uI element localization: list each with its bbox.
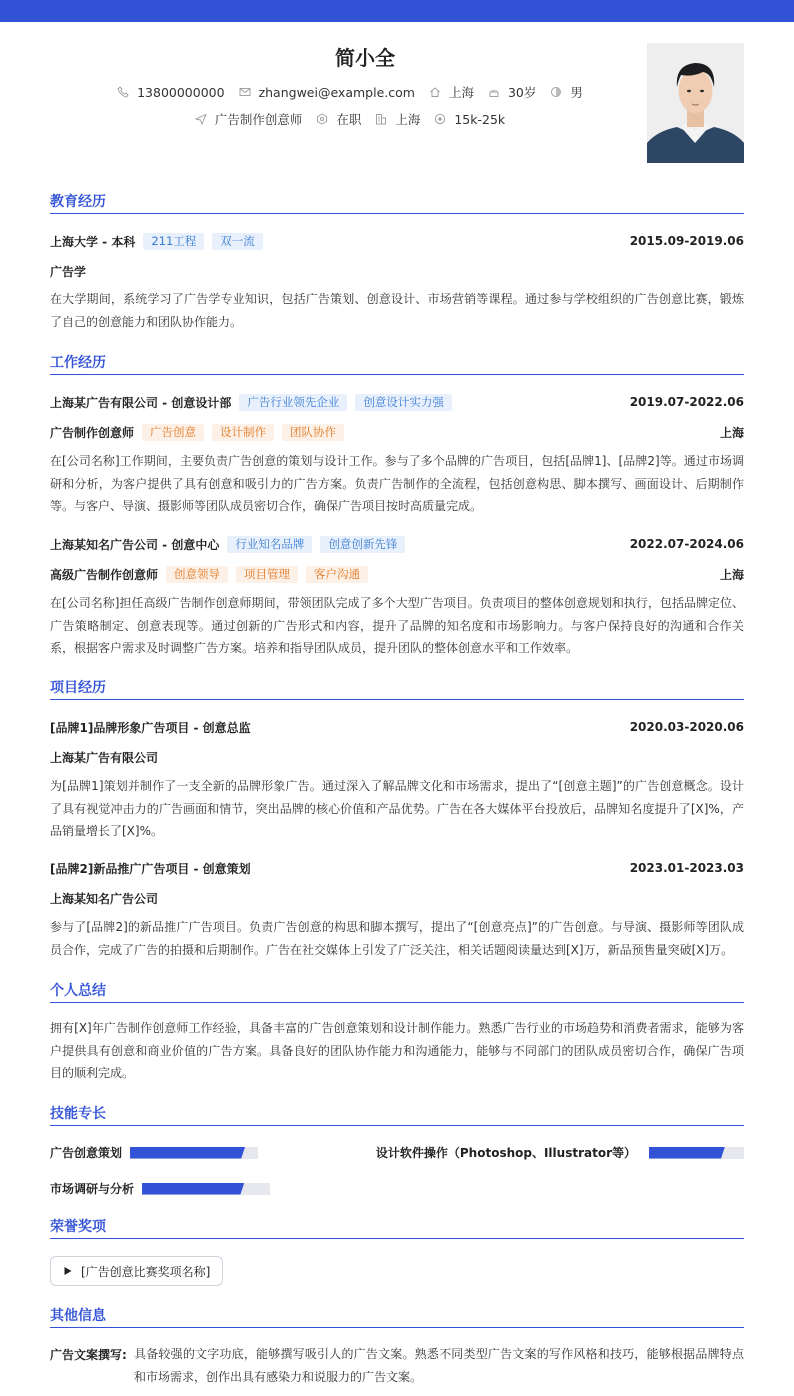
education-header-row [50, 232, 744, 250]
skill-bar-fill [130, 1147, 245, 1159]
work-title: 工作经历 [50, 353, 744, 375]
project-name: [品牌1]品牌形象广告项目 - 创意总监 [50, 720, 251, 735]
skills-section [50, 1104, 744, 1204]
play-icon [63, 1266, 73, 1276]
summary-title: 个人总结 [50, 981, 744, 1003]
work-description: 在[公司名称]担任高级广告制作创意师期间，带领团队完成了多个大型广告项目。负责项目的整体创意规划和执行，包括品牌定位、广告策略制定、创意表现等。通过创新的广告形式和内容，提升了品牌的知名度和市场影响力。与客户保持良好的沟通和合作关系，根据客户需求及时调整广告方案。培养和指导团队成员，提升团队的整体创意水平和工作效率。 [50, 596, 744, 655]
education-title: 教育经历 [50, 192, 744, 214]
project-header-row [50, 718, 744, 736]
school-tag: 211工程 [143, 233, 204, 250]
building-icon [375, 113, 387, 125]
role-tag: 团队协作 [282, 424, 344, 441]
company-tag: 行业知名品牌 [227, 536, 312, 553]
target-position-text: 广告制作创意师 [214, 112, 303, 127]
skill-bar-fill [142, 1183, 244, 1195]
status-icon [316, 113, 328, 125]
project-company: 上海某知名广告公司 [50, 891, 159, 906]
work-location: 上海 [719, 567, 744, 582]
project-header-row [50, 859, 744, 877]
status-text: 在职 [336, 112, 362, 127]
projects-section [50, 678, 744, 968]
target-position-info [195, 110, 303, 128]
salary-icon [434, 113, 446, 125]
skill-name: 市场调研与分析 [50, 1182, 135, 1196]
target-city-text: 上海 [395, 112, 421, 127]
work-period: 2022.07-2024.06 [629, 537, 744, 551]
other-title: 其他信息 [50, 1306, 744, 1328]
contact-row [50, 83, 650, 101]
summary-section [50, 981, 744, 1091]
age-info [488, 83, 536, 101]
project-company: 上海某广告有限公司 [50, 750, 159, 765]
project-description: 为[品牌1]策划并制作了一支全新的品牌形象广告。通过深入了解品牌文化和市场需求，提出了“[创意主题]”的广告创意概念。设计了具有视觉冲击力的广告画面和情节，突出品牌的核心价值和产品优势。广告在各大媒体平台投放后，品牌知名度提升了[X]%，产品销量增长了[X]%。 [50, 779, 744, 838]
profile-photo [647, 43, 744, 163]
other-text: 具备较强的文字功底，能够撰写吸引人的广告文案。熟悉不同类型广告文案的写作风格和技巧，能够根据品牌特点和市场需求，创作出具有感染力和说服力的广告文案。 [134, 1347, 744, 1384]
company-name: 上海某广告有限公司 - 创意设计部 [50, 395, 232, 410]
other-label: 广告文案撰写: [50, 1348, 127, 1362]
awards-title: 荣誉奖项 [50, 1217, 744, 1239]
job-intent-row [50, 110, 650, 128]
phone-icon [117, 86, 129, 98]
status-info [316, 110, 361, 128]
education-description: 在大学期间，系统学习了广告学专业知识，包括广告策划、创意设计、市场营销等课程。通过参与学校组织的广告创意比赛，锻炼了自己的创意能力和团队协作能力。 [50, 292, 744, 329]
company-name: 上海某知名广告公司 - 创意中心 [50, 537, 220, 552]
skills-title: 技能专长 [50, 1104, 744, 1126]
school-name: 上海大学 - 本科 [50, 234, 136, 249]
phone-text: 13800000000 [137, 84, 225, 100]
school-tag: 双一流 [212, 233, 263, 250]
role-tag: 客户沟通 [306, 566, 368, 583]
work-description: 在[公司名称]工作期间，主要负责广告创意的策划与设计工作。参与了多个品牌的广告项目，包括[品牌1]、[品牌2]等。通过市场调研和分析，为客户提供了具有创意和吸引力的广告方案。负责广告制作的全流程，包括创意构思、脚本撰写、画面设计、后期制作等。与客户、导演、摄影师等团队成员密切合作，确保广告项目按时高质量完成。 [50, 454, 744, 513]
project-period: 2023.01-2023.03 [629, 861, 744, 875]
company-tag: 创意创新先锋 [320, 536, 405, 553]
work-section [50, 353, 744, 663]
resume-header [50, 40, 744, 165]
phone-info [117, 85, 224, 100]
age-icon [488, 86, 500, 98]
salary-text: 15k-25k [454, 111, 506, 127]
project-description: 参与了[品牌2]的新品推广广告项目。负责广告创意的构思和脚本撰写，提出了“[创意亮点]”的广告创意。与导演、摄影师等团队成员合作，完成了广告的拍摄和后期制作。广告在社交媒体上引发了广泛关注，相关话题阅读量达到[X]万，新品预售量突破[X]万。 [50, 920, 744, 957]
role-name: 广告制作创意师 [50, 425, 135, 440]
work-period: 2019.07-2022.06 [629, 395, 744, 409]
other-section [50, 1306, 744, 1391]
skill-item [50, 1144, 258, 1161]
education-major: 广告学 [50, 264, 87, 279]
skill-name: 广告创意策划 [50, 1146, 123, 1160]
education-section [50, 192, 744, 342]
email-info [239, 85, 415, 100]
role-tag: 创意领导 [166, 566, 228, 583]
avatar [647, 43, 744, 163]
role-name: 高级广告制作创意师 [50, 567, 159, 582]
top-accent-bar [0, 0, 794, 22]
work-company-row [50, 535, 744, 553]
project-name: [品牌2]新品推广广告项目 - 创意策划 [50, 861, 251, 876]
role-tag: 设计制作 [212, 424, 274, 441]
work-role-row [50, 423, 744, 441]
skill-bar [649, 1147, 744, 1159]
gender-icon [550, 86, 562, 98]
summary-text: 拥有[X]年广告制作创意师工作经验，具备丰富的广告创意策划和设计制作能力。熟悉广告行业的市场趋势和消费者需求，能够为客户提供具有创意和商业价值的广告方案。具备良好的团队协作能力和沟通能力，能够与不同部门的团队成员密切合作，确保广告项目的顺利完成。 [50, 1021, 744, 1080]
skill-name: 设计软件操作（Photoshop、Illustrator等） [375, 1146, 636, 1160]
email-text: zhangwei@example.com [258, 84, 415, 100]
gender-text: 男 [570, 85, 583, 100]
gender-info [550, 83, 583, 101]
age-text: 30岁 [507, 85, 537, 100]
home-icon [429, 86, 441, 98]
skill-bar [130, 1147, 258, 1159]
education-period: 2015.09-2019.06 [629, 234, 744, 248]
company-tag: 广告行业领先企业 [239, 394, 347, 411]
company-tag: 创意设计实力强 [355, 394, 452, 411]
skill-bar-fill [649, 1147, 725, 1159]
role-tag: 项目管理 [236, 566, 298, 583]
work-location: 上海 [719, 425, 744, 440]
project-period: 2020.03-2020.06 [629, 720, 744, 734]
award-item[interactable] [50, 1256, 223, 1286]
salary-info [434, 112, 505, 127]
role-tag: 广告创意 [142, 424, 204, 441]
send-icon [195, 113, 207, 125]
target-city-info [375, 110, 420, 128]
candidate-name: 简小全 [335, 46, 395, 70]
projects-title: 项目经历 [50, 678, 744, 700]
skill-item [50, 1180, 270, 1197]
award-name: [广告创意比赛奖项名称] [81, 1264, 211, 1279]
work-company-row [50, 393, 744, 411]
city-info [429, 83, 474, 101]
work-role-row [50, 565, 744, 583]
mail-icon [239, 86, 251, 98]
skill-item [376, 1144, 744, 1161]
city-text: 上海 [448, 85, 474, 100]
skill-bar [142, 1183, 270, 1195]
